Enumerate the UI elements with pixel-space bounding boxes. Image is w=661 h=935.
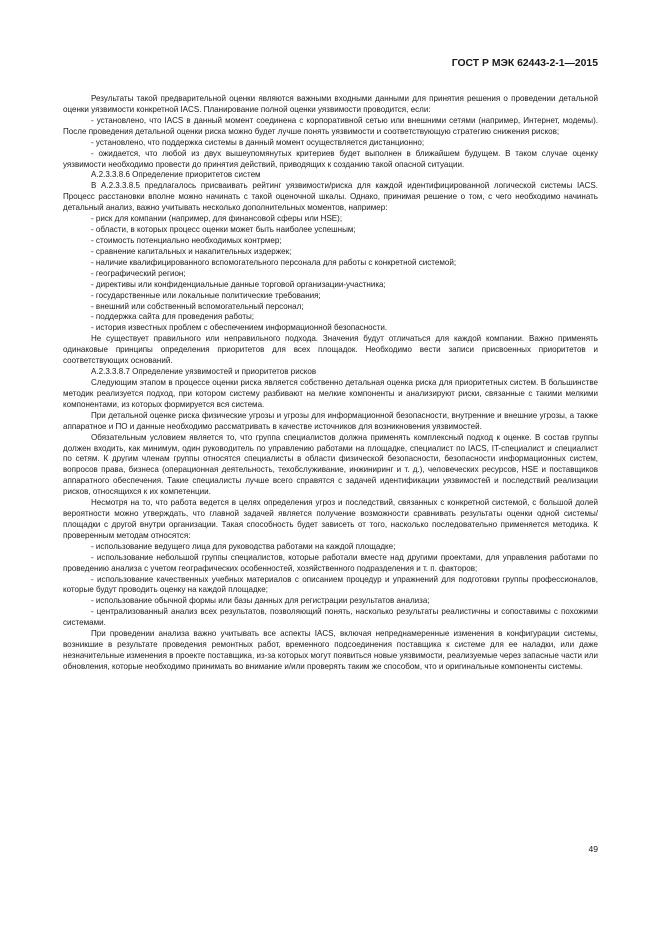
document-body — [63, 94, 598, 673]
bullet-item: - установлено, что IACS в данный момент соединена с корпоративной сетью или внешними сетями (например, Интернет, модемы). После проведения детальной оценки риска можно будет лучше понять уязвимости и соответствующую стратегию снижения рисков; — [63, 115, 598, 136]
paragraph: При проведении анализа важно учитывать все аспекты IACS, включая непреднамеренные изменения в конфигурации системы, возникшие в результате проведения ремонтных работ, временного подсоединения поставщика к системе для ее наладки, или даже незначительные изменения в проекте поставщика, из-за которых могут появиться новые уязвимости, реализуемые через запасные части или обновления, которые необходимо принимать во внимание и/или проверять таким же способом, что и оригинальные компоненты системы. — [63, 629, 598, 671]
paragraph: Следующим этапом в процессе оценки риска является собственно детальная оценка риска для приоритетных систем. В большинстве методик реализуется подход, при котором систему разбивают на мелкие компоненты и анализируют риски, связанные с такими мелкими компонентами, из которых формируется вся система. — [63, 377, 598, 409]
paragraph: В А.2.3.3.8.5 предлагалось присваивать рейтинг уязвимости/риска для каждой идентифицированной логической системы IACS. Процесс расстановки вполне можно начинать с такой оценочной шкалы. Однако, принимая решение о том, с чего необходимо начинать детальный анализ, важно учитывать несколько дополнительных моментов, например: — [63, 181, 598, 213]
bullet-item: - стоимость потенциально необходимых контрмер; — [91, 235, 282, 245]
bullet-item: - сравнение капитальных и накапительных издержек; — [91, 246, 292, 256]
paragraph: Несмотря на то, что работа ведется в целях определения угроз и последствий, связанных с конкретной системой, с большой долей вероятности можно утверждать, что главной задачей является получение возможности сравнивать результаты оценки одной системы/площадки с другой внутри организации. Такая способность будет зависеть от того, насколько последовательно применяется методика. К проверенным методам относятся: — [63, 498, 598, 540]
paragraph: Обязательным условием является то, что группа специалистов должна применять комплексный подход к оценке. В состав группы должен входить, как минимум, один руководитель по управлению работами на площадке, специалист по IACS, IT-специалист и специалист по сетям. К другим членам группы относятся специалисты в области физической безопасности, безопасности информационных систем, вопросов права, бизнеса (операционная деятельность, техобслуживание, инжиниринг и т. д.), человеческих ресурсов, HSE и поставщиков аппаратного обеспечения. Такие специалисты лучше всего справятся с задачей идентификации уязвимостей и последствий реализации рисков, относящихся к их компетенции. — [63, 432, 598, 497]
paragraph: Не существует правильного или неправильного подхода. Значения будут отличаться для каждой компании. Важно применять одинаковые принципы определения приоритетов для всех площадок. Необходимо вести записи присвоенных приоритетов и соответствующих оснований. — [63, 334, 598, 366]
bullet-item: - установлено, что поддержка системы в данный момент осуществляется дистанционно; — [91, 137, 425, 147]
bullet-item: - использование ведущего лица для руководства работами на каждой площадке; — [91, 541, 396, 551]
section-heading: А.2.3.3.8.6 Определение приоритетов систем — [91, 170, 261, 180]
bullet-item: - государственные или локальные политические требования; — [91, 290, 321, 300]
document-header: ГОСТ Р МЭК 62443-2-1—2015 — [451, 58, 598, 69]
bullet-item: - использование качественных учебных материалов с описанием процедур и упражнений для подготовки группы профессионалов, которые будут проводить оценку на каждой площадке; — [63, 574, 598, 595]
bullet-item: - использование небольшой группы специалистов, которые работали вместе над другими проектами, для управления работами по проведению анализа с учетом географических особенностей, хозяйственного подразделения и т. п. факторов; — [63, 552, 598, 573]
bullet-item: - области, в которых процесс оценки может быть наиболее успешным; — [91, 225, 356, 235]
bullet-item: - поддержка сайта для проведения работы; — [91, 312, 255, 322]
section-heading: А.2.3.3.8.7 Определение уязвимостей и приоритетов рисков — [91, 367, 317, 377]
bullet-item: - риск для компании (например, для финансовой сферы или HSE); — [91, 214, 343, 224]
page-number: 49 — [588, 844, 598, 854]
bullet-item: - наличие квалифицированного вспомогательного персонала для работы с конкретной системой; — [91, 257, 457, 267]
bullet-item: - история известных проблем с обеспечением информационной безопасности. — [91, 323, 388, 333]
bullet-item: - внешний или собственный вспомогательный персонал; — [91, 301, 304, 311]
bullet-item: - директивы или конфиденциальные данные торговой организации-участника; — [91, 279, 386, 289]
bullet-item: - географический регион; — [91, 268, 186, 278]
bullet-item: - использование обычной формы или базы данных для регистрации результатов анализа; — [91, 596, 430, 606]
bullet-item: - ожидается, что любой из двух вышеупомянутых критериев будет выполнен в ближайшем будущем. В таком случае оценку уязвимости необходимо провести до принятия действий, приводящих к созданию такой опасной ситуации. — [63, 148, 598, 169]
paragraph: Результаты такой предварительной оценки являются важными входными данными для принятия решения о проведении детальной оценки уязвимости конкретной IACS. Планирование полной оценки уязвимости проводится, если: — [63, 94, 598, 114]
paragraph: При детальной оценке риска физические угрозы и угрозы для информационной безопасности, внутренние и внешние угрозы, а также аппаратное и ПО и данные необходимо рассматривать в качестве источников для возникновения уязвимостей. — [63, 410, 598, 431]
bullet-item: - централизованный анализ всех результатов, позволяющий понять, насколько результаты реалистичны и сопоставимы с похожими системами. — [63, 607, 598, 628]
